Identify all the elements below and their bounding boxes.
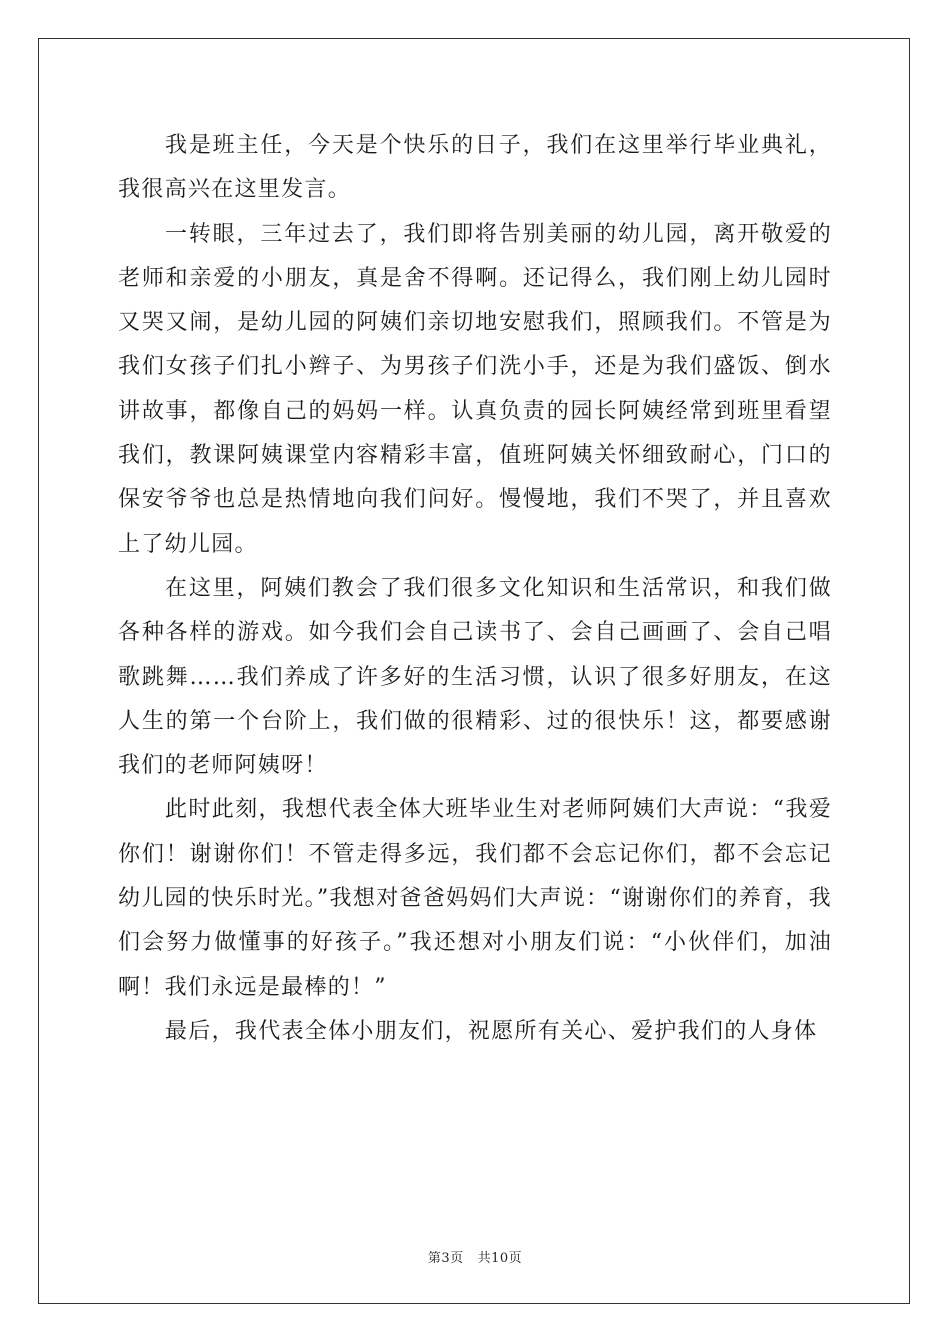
paragraph-3: 在这里，阿姨们教会了我们很多文化知识和生活常识，和我们做各种各样的游戏。如今我们会自己读书了、会自己画画了、会自己唱歌跳舞……我们养成了许多好的生活习惯，认识了很多好朋友，在这人生的第一个台阶上，我们做的很精彩、过的很快乐！这，都要感谢我们的老师阿姨呀！ — [118, 575, 832, 779]
page-number: 第3页 — [427, 1251, 464, 1266]
total-pages: 共10页 — [477, 1251, 523, 1266]
paragraph-2: 一转眼，三年过去了，我们即将告别美丽的幼儿园，离开敬爱的老师和亲爱的小朋友，真是舍不得啊。还记得么，我们刚上幼儿园时又哭又闹，是幼儿园的阿姨们亲切地安慰我们，照顾我们。不管是为我们女孩子们扎小辫子、为男孩子们洗小手，还是为我们盛饭、倒水讲故事，都像自己的妈妈一样。认真负责的园长阿姨经常到班里看望我们，教课阿姨课堂内容精彩丰富，值班阿姨关怀细致耐心，门口的保安爷爷也总是热情地向我们问好。慢慢地，我们不哭了，并且喜欢上了幼儿园。 — [118, 221, 832, 557]
paragraph-1: 我是班主任，今天是个快乐的日子，我们在这里举行毕业典礼，我很高兴在这里发言。 — [118, 133, 832, 203]
page-footer — [0, 1247, 950, 1266]
document-body — [118, 124, 832, 1054]
paragraph-4: 此时此刻，我想代表全体大班毕业生对老师阿姨们大声说：“我爱你们！谢谢你们！不管走得多远，我们都不会忘记你们，都不会忘记幼儿园的快乐时光。”我想对爸爸妈妈们大声说：“谢谢你们的养育，我们会努力做懂事的好孩子。”我还想对小朋友们说：“小伙伴们，加油啊！我们永远是最棒的！” — [118, 797, 832, 1000]
paragraph-5: 最后，我代表全体小朋友们，祝愿所有关心、爱护我们的人身体 — [165, 1018, 818, 1044]
